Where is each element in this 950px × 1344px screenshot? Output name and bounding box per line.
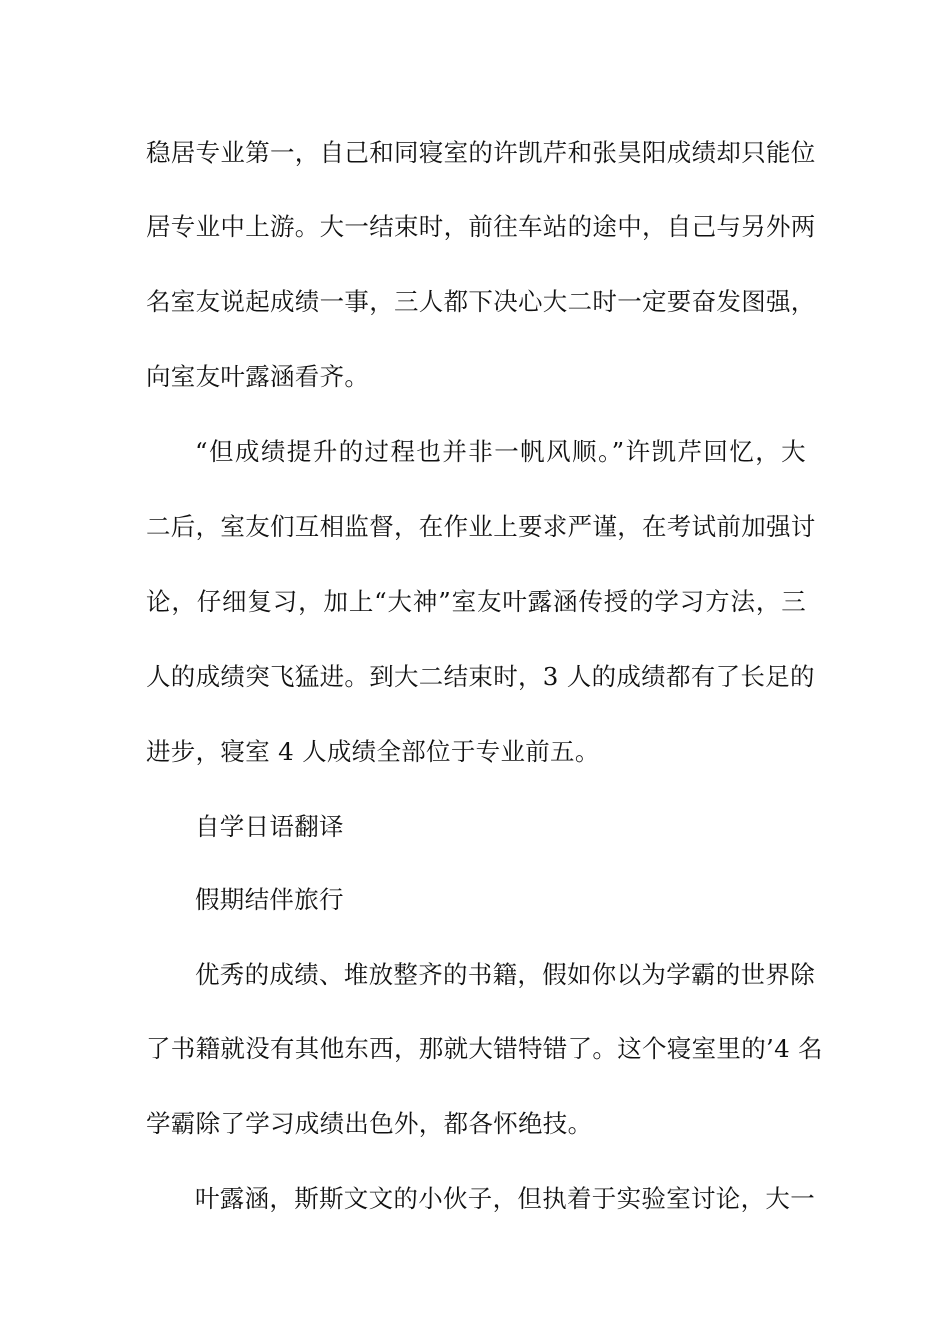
section-heading: 自学日语翻译 <box>195 812 344 841</box>
paragraph-first-line: 叶露涵，斯斯文文的小伙子，但执着于实验室讨论，大一 <box>195 1184 815 1213</box>
text-line: 论，仔细复习，加上“大神”室友叶露涵传授的学习方法，三 <box>146 587 806 616</box>
text-line: 名室友说起成绩一事，三人都下决心大二时一定要奋发图强， <box>146 287 816 316</box>
text-line: 居专业中上游。大一结束时，前往车站的途中，自己与另外两 <box>146 212 816 241</box>
text-line: 稳居专业第一，自己和同寝室的许凯芹和张昊阳成绩却只能位 <box>146 138 816 167</box>
section-heading: 假期结伴旅行 <box>195 885 344 914</box>
paragraph-first-line: 优秀的成绩、堆放整齐的书籍，假如你以为学霸的世界除 <box>195 960 815 989</box>
text-line: 向室友叶露涵看齐。 <box>146 362 370 391</box>
text-line: 学霸除了学习成绩出色外，都各怀绝技。 <box>146 1109 593 1138</box>
text-line: 进步，寝室 4 人成绩全部位于专业前五。 <box>146 737 600 766</box>
text-line: 人的成绩突飞猛进。到大二结束时，3 人的成绩都有了长足的 <box>146 662 815 691</box>
text-line: 了书籍就没有其他东西，那就大错特错了。这个寝室里的’4 名 <box>146 1034 823 1063</box>
text-line: 二后，室友们互相监督，在作业上要求严谨，在考试前加强讨 <box>146 512 816 541</box>
paragraph-first-line: “但成绩提升的过程也并非一帆风顺。”许凯芹回忆，大 <box>195 437 806 466</box>
